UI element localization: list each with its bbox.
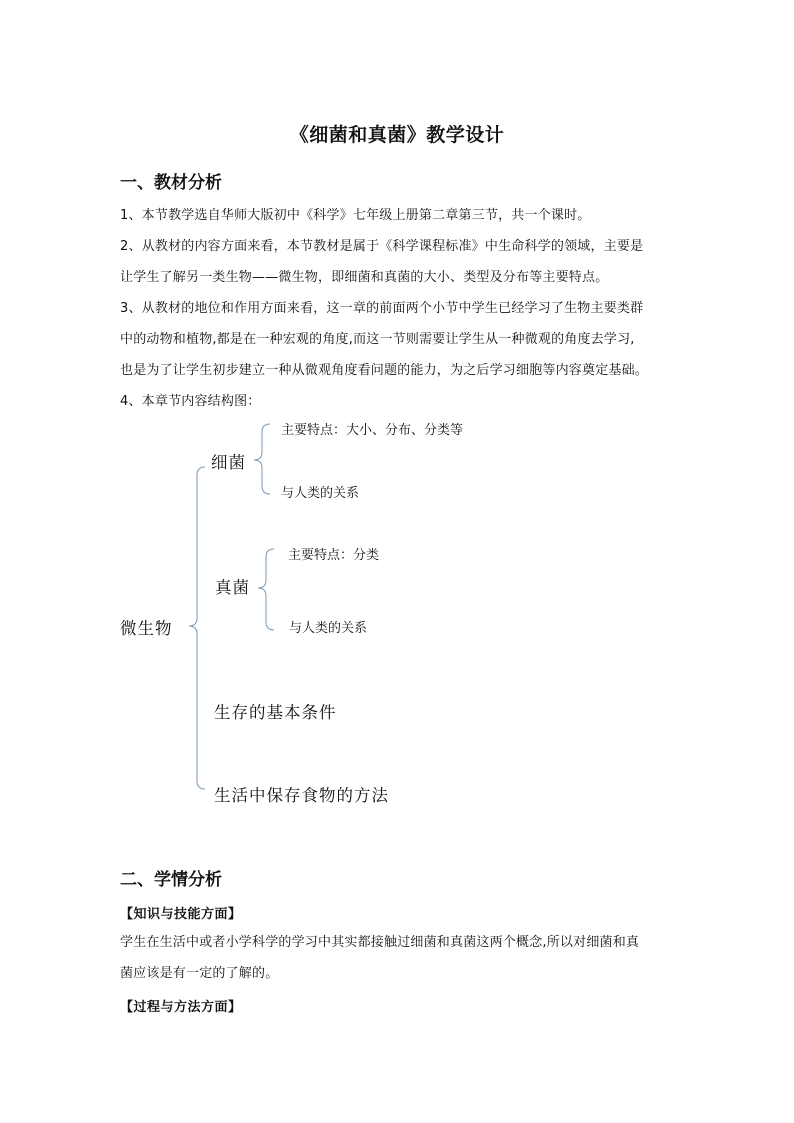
microbe-root-node: 微生物 (120, 619, 173, 638)
fungi-bracket (258, 549, 274, 630)
bacteria-relation-label: 与人类的关系 (281, 486, 360, 501)
section-heading-textbook-analysis: 一、教材分析 (120, 173, 222, 193)
bacteria-feature-label: 主要特点：大小、分布、分类等 (281, 423, 464, 438)
bacteria-bracket (254, 424, 270, 494)
paragraph-1: 1、本节教学选自华师大版初中《科学》七年级上册第二章第三节，共一个课时。 (120, 208, 591, 223)
fungi-feature-label: 主要特点：分类 (288, 548, 380, 563)
knowledge-line-1: 学生在生活中或者小学科学的学习中其实都接触过细菌和真菌这两个概念,所以对细菌和真 (120, 935, 640, 950)
paragraph-2-line-1: 2、从教材的内容方面来看，本节教材是属于《科学课程标准》中生命科学的领域，主要是 (120, 239, 644, 254)
process-method-heading: 【过程与方法方面】 (120, 1000, 242, 1015)
paragraph-2-line-2: 让学生了解另一类生物——微生物，即细菌和真菌的大小、类型及分布等主要特点。 (120, 270, 609, 285)
paragraph-4: 4、本章节内容结构图： (120, 394, 261, 409)
paragraph-3-line-3: 也是为了让学生初步建立一种从微观角度看问题的能力，为之后学习细胞等内容奠定基础。 (120, 363, 649, 378)
textbook-analysis-body (120, 200, 680, 417)
living-condition-node: 生存的基本条件 (214, 703, 337, 722)
microbe-bracket (189, 467, 205, 789)
food-preservation-node: 生活中保存食物的方法 (214, 786, 389, 805)
knowledge-skill-heading: 【知识与技能方面】 (120, 907, 242, 922)
knowledge-line-2: 菌应该是有一定的了解的。 (120, 966, 279, 981)
paragraph-3-line-2: 中的动物和植物,都是在一种宏观的角度,而这一节则需要让学生从一种微观的角度去学习, (120, 332, 635, 347)
section-heading-learner-analysis: 二、学情分析 (120, 870, 222, 890)
fungi-relation-label: 与人类的关系 (289, 621, 368, 636)
document-title: 《细菌和真菌》教学设计 (289, 124, 505, 146)
paragraph-3-line-1: 3、从教材的地位和作用方面来看，这一章的前面两个小节中学生已经学习了生物主要类群 (120, 301, 644, 316)
learner-analysis-body (120, 927, 680, 989)
bacteria-node: 细菌 (211, 453, 246, 472)
fungi-node: 真菌 (215, 578, 250, 597)
